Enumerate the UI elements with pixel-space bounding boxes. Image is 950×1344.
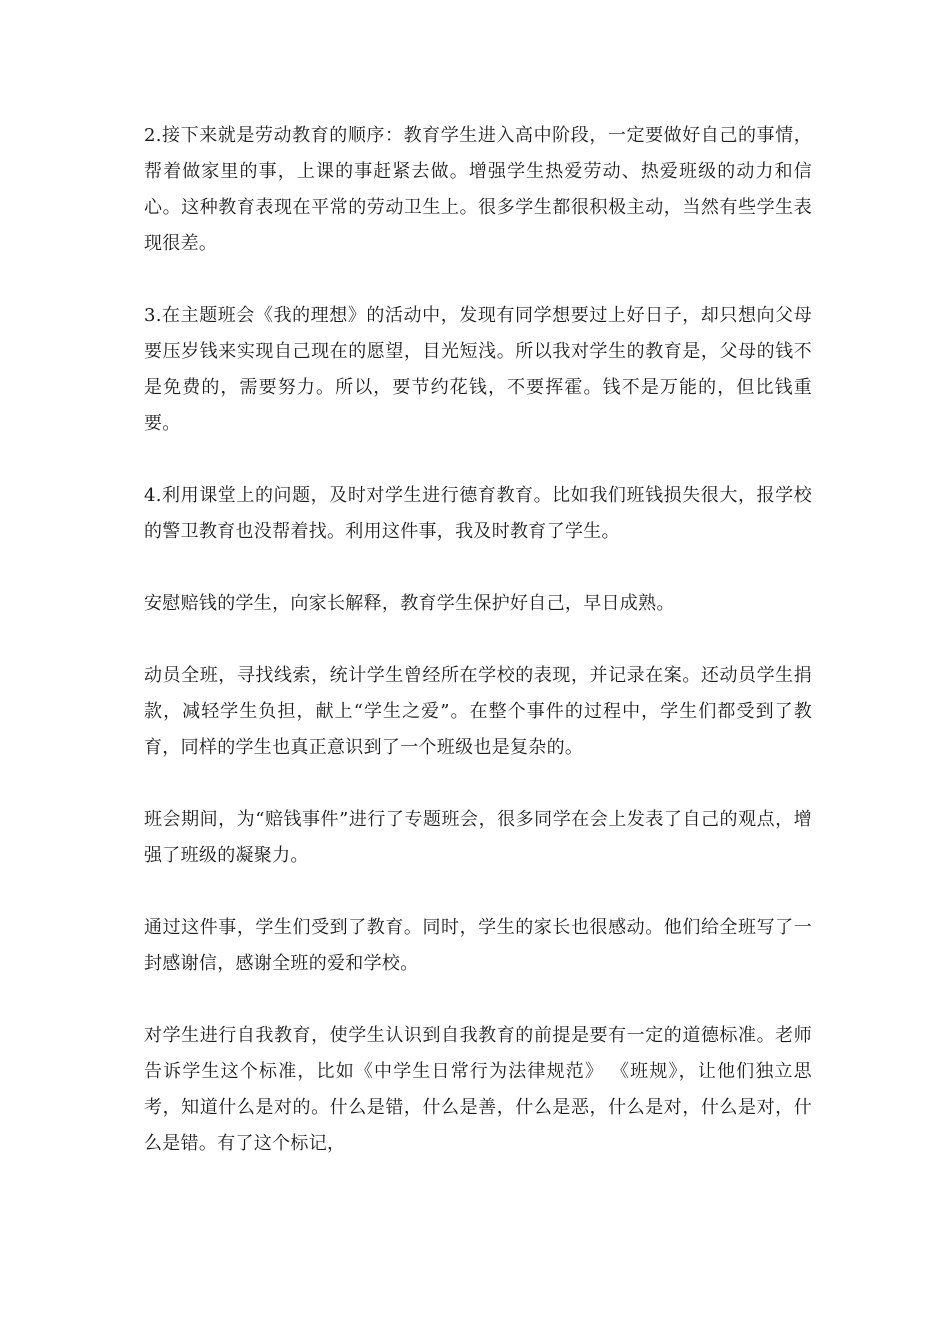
paragraph-self-education: 对学生进行自我教育，使学生认识到自我教育的前提是要有一定的道德标准。老师告诉学生这个标准，比如《中学生日常行为法律规范》 《班规》，让他们独立思考，知道什么是对的。什么是错，什么是善，什么是恶，什么是对，什么是对，什么是错。有了这个标记， — [144, 1025, 812, 1154]
document-body — [144, 118, 812, 1198]
paragraph-classroom-moral-education: 4.利用课堂上的问题，及时对学生进行德育教育。比如我们班钱损失很大，报学校的警卫教育也没帮着找。利用这件事，我及时教育了学生。 — [144, 485, 812, 542]
paragraph-comfort-student: 安慰赔钱的学生，向家长解释，教育学生保护好自己，早日成熟。 — [144, 593, 675, 614]
paragraph-labor-education: 2.接下来就是劳动教育的顺序：教育学生进入高中阶段，一定要做好自己的事情，帮着做家里的事，上课的事赶紧去做。增强学生热爱劳动、热爱班级的动力和信心。这种教育表现在平常的劳动卫生上。很多学生都很积极主动，当然有些学生表现很差。 — [144, 125, 812, 254]
paragraph-thank-you-letter: 通过这件事，学生们受到了教育。同时，学生的家长也很感动。他们给全班写了一封感谢信，感谢全班的爱和学校。 — [144, 917, 812, 974]
paragraph-class-meeting: 班会期间，为“赔钱事件”进行了专题班会，很多同学在会上发表了自己的观点，增强了班级的凝聚力。 — [144, 809, 812, 866]
paragraph-ideal-class-meeting: 3.在主题班会《我的理想》的活动中，发现有同学想要过上好日子，却只想向父母要压岁钱来实现自己现在的愿望，目光短浅。所以我对学生的教育是，父母的钱不是免费的，需要努力。所以，要节约花钱，不要挥霍。钱不是万能的，但比钱重要。 — [144, 305, 812, 434]
paragraph-mobilize-class: 动员全班，寻找线索，统计学生曾经所在学校的表现，并记录在案。还动员学生捐款，减轻学生负担，献上“学生之爱”。在整个事件的过程中，学生们都受到了教育，同样的学生也真正意识到了一个班级也是复杂的。 — [144, 665, 812, 758]
